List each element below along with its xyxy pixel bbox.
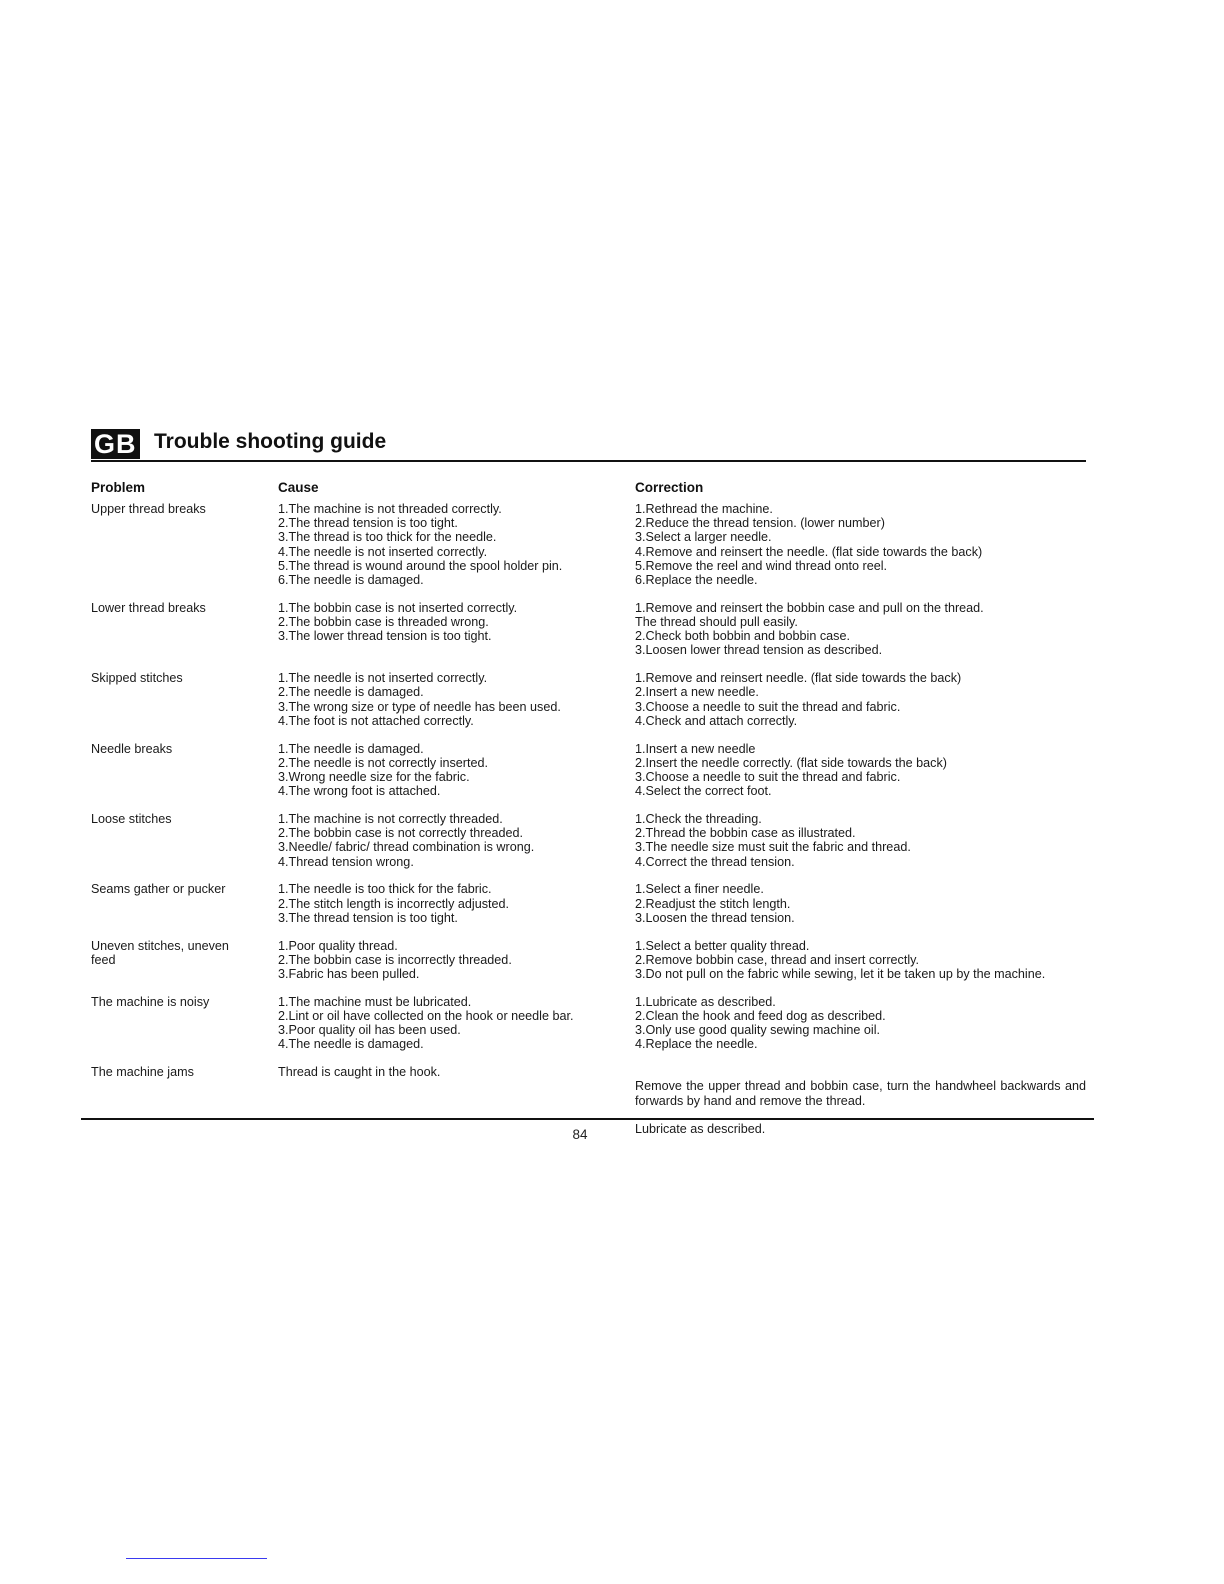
problem-cell: The machine is noisy [91,994,210,1009]
problem-cell: Needle breaks [91,741,173,756]
table-row [91,671,1086,728]
problem-cell: Skipped stitches [91,671,183,686]
correction-cell: 1.Remove and reinsert needle. (flat side towards the back) 2.Insert a new needle. 3.Choose a needle to suit the thread and fabric. 4.Check and attach correctly. [635,671,962,728]
table-row [91,812,1086,869]
cause-cell: 1.The machine is not correctly threaded. 2.The bobbin case is not correctly threaded. 3.Needle/ fabric/ thread combination is wrong. 4.Thread tension wrong. [278,812,535,869]
correction-cell: 1.Check the threading. 2.Thread the bobbin case as illustrated. 3.The needle size must suit the fabric and thread. 4.Correct the thread tension. [635,812,911,869]
column-header-cause: Cause [278,480,319,495]
table-row [91,502,1086,587]
column-header-problem: Problem [91,480,146,495]
problem-cell: Upper thread breaks [91,502,206,516]
table-row [91,601,1086,658]
problem-cell: Lower thread breaks [91,600,206,615]
page-title: Trouble shooting guide [154,430,387,453]
correction-cell: 1.Remove and reinsert the bobbin case and pull on the thread. The thread should pull easily. 2.Check both bobbin and bobbin case. 3.Loosen lower thread tension as described. [635,600,984,658]
table-row [91,742,1086,799]
correction-cell: 1.Insert a new needle 2.Insert the needle correctly. (flat side towards the back) 3.Choose a needle to suit the thread and fabric. 4.Select the correct foot. [635,741,947,799]
correction-cell: 1.Rethread the machine. 2.Reduce the thread tension. (lower number) 3.Select a larger needle. 4.Remove and reinsert the needle. (flat side towards the back) 5.Remove the reel and wind thread onto reel. 6.Replace the needle. [635,502,983,588]
correction-cell: 1.Lubricate as described. 2.Clean the hook and feed dog as described. 3.Only use good quality sewing machine oil. 4.Replace the needle. [635,994,886,1052]
language-badge: GB [91,429,140,459]
cause-cell: 1.The bobbin case is not inserted correctly. 2.The bobbin case is threaded wrong. 3.The lower thread tension is too tight. [278,600,518,644]
cause-cell: 1.The machine must be lubricated. 2.Lint or oil have collected on the hook or needle bar. 3.Poor quality oil has been used. 4.The needle is damaged. [278,994,574,1052]
correction-cell: 1.Select a better quality thread. 2.Remove bobbin case, thread and insert correctly. 3.Do not pull on the fabric while sewing, let it be taken up by the machine. [635,938,1046,982]
page-number: 84 [572,1127,588,1142]
cause-cell: 1.Poor quality thread. 2.The bobbin case is incorrectly threaded. 3.Fabric has been pulled. [278,938,512,982]
correction-text: Remove the upper thread and bobbin case, turn the handwheel backwards and forwards by hand and remove the thread. [635,1079,1086,1108]
troubleshooting-table [91,502,1086,1164]
footnote-rule [126,1558,267,1559]
table-row [91,939,1086,982]
table-row [91,995,1086,1052]
problem-cell: Seams gather or pucker [91,882,226,897]
cause-cell: 1.The needle is not inserted correctly. 2.The needle is damaged. 3.The wrong size or type of needle has been used. 4.The foot is not attached correctly. [278,671,561,728]
cause-cell: 1.The needle is damaged. 2.The needle is not correctly inserted. 3.Wrong needle size for the fabric. 4.The wrong foot is attached. [278,741,489,799]
cause-cell: Thread is caught in the hook. [278,1065,441,1080]
problem-cell: Uneven stitches, uneven feed [91,938,229,967]
correction-text-extra: Lubricate as described. [635,1122,766,1137]
cause-cell: 1.The needle is too thick for the fabric. 2.The stitch length is incorrectly adjusted. 3.The thread tension is too tight. [278,882,509,925]
problem-cell: The machine jams [91,1065,194,1080]
column-header-correction: Correction [635,480,704,495]
page-header [91,427,1086,462]
problem-cell: Loose stitches [91,812,172,827]
cause-cell: 1.The machine is not threaded correctly. 2.The thread tension is too tight. 3.The thread is too thick for the needle. 4.The needle is not inserted correctly. 5.The thread is wound around the spool holder pin. 6.The needle is damaged. [278,502,563,588]
bottom-divider [81,1118,1094,1120]
table-row [91,882,1086,925]
correction-cell: 1.Select a finer needle. 2.Readjust the stitch length. 3.Loosen the thread tension. [635,882,795,925]
